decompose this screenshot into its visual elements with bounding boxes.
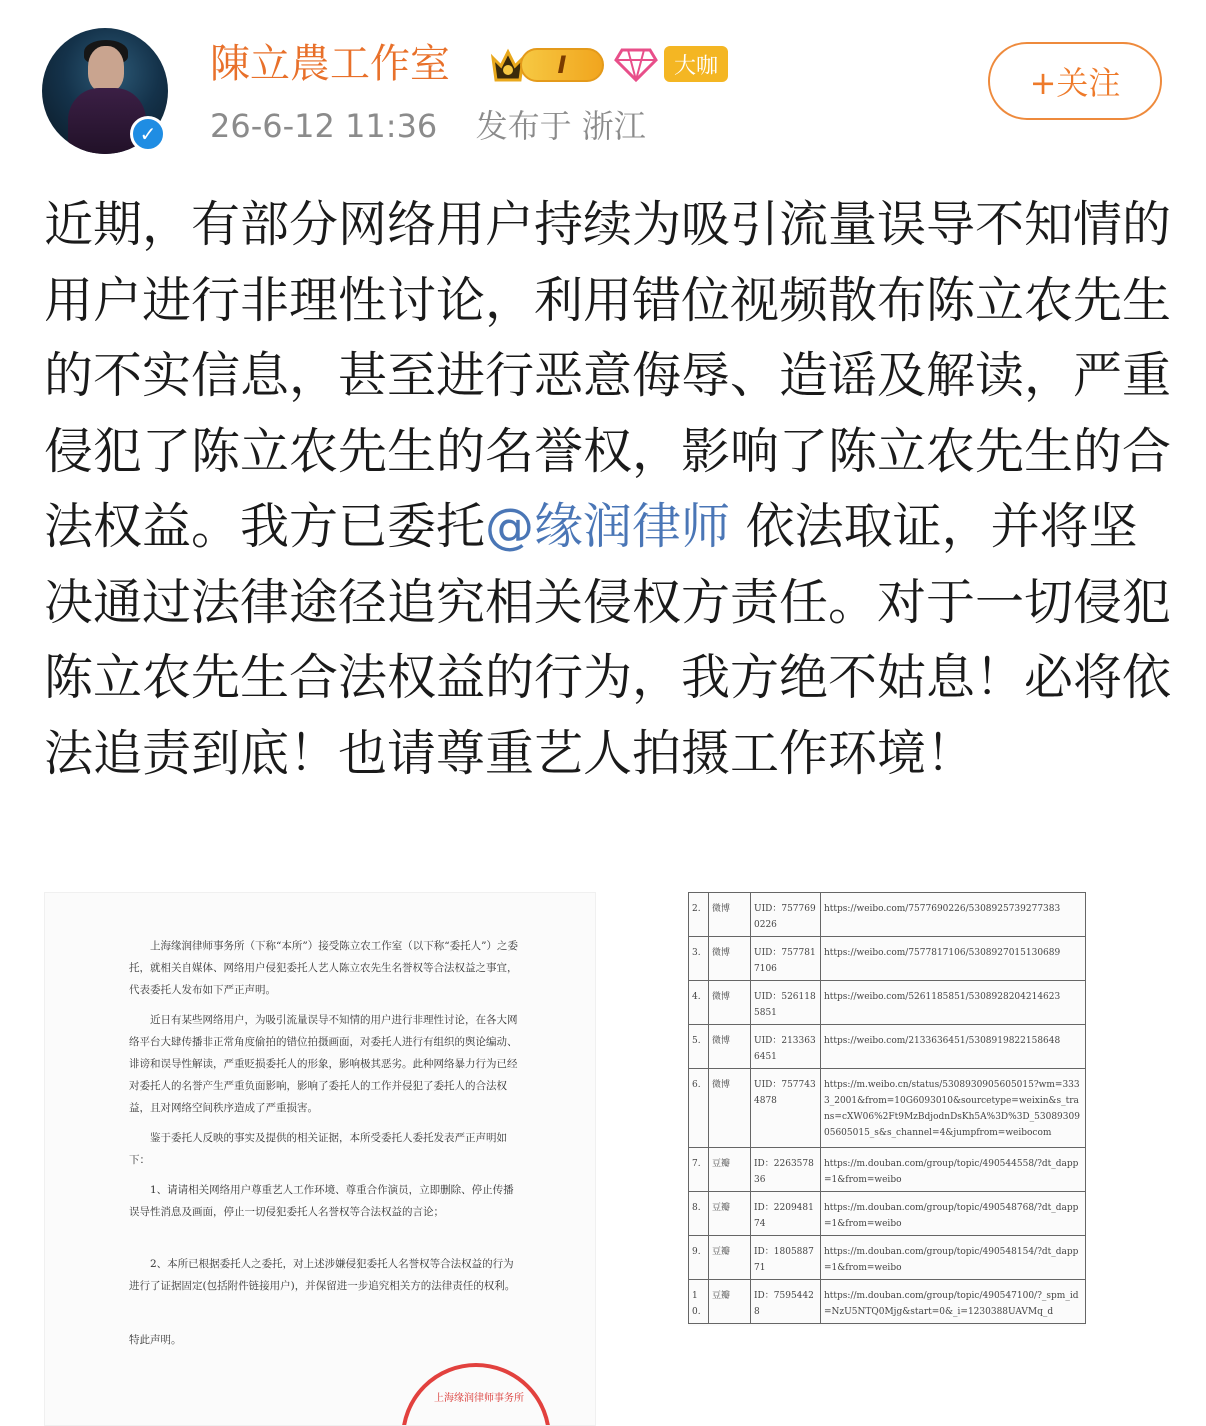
table-cell-uid: UID：2133636451	[751, 1025, 821, 1069]
table-cell-platform: 微博	[709, 1025, 751, 1069]
table-cell-no: 2.	[689, 893, 709, 937]
evidence-table-image[interactable]	[688, 892, 1086, 1326]
verified-icon: ✓	[130, 116, 166, 152]
statement-paragraph: 1、请请相关网络用户尊重艺人工作环境、尊重合作演员，立即删除、停止传播误导性消息及画面，停止一切侵犯委托人名誉权等合法权益的言论；	[129, 1184, 514, 1218]
diamond-icon	[614, 44, 658, 84]
statement-closing: 特此声明。	[129, 1334, 182, 1346]
big-v-badge[interactable]: 大咖	[664, 46, 728, 82]
table-cell-url: https://m.douban.com/group/topic/490547100/?_spm_id=NzU5NTQ0Mjg&start=0&_i=1230388UAVMq_d	[821, 1280, 1086, 1324]
table-row	[689, 893, 1086, 937]
table-cell-url: https://m.weibo.cn/status/5308930905605015?wm=3333_2001&from=10G6093010&sourcetype=weixin&s_trans=cXW06%2Ft9MzBdjodnDsKh5A%3D%3D_5308930905605015_s&s_channel=4&jumpfrom=weibocom	[821, 1069, 1086, 1148]
post-timestamp: 26-6-12 11:36	[210, 107, 438, 145]
table-row	[689, 1280, 1086, 1324]
statement-paragraph: 上海缘润律师事务所（下称“本所”）接受陈立农工作室（以下称“委托人”）之委托，就相关自媒体、网络用户侵犯委托人艺人陈立农先生名誉权等合法权益之事宜，代表委托人发布如下严正声明。	[129, 940, 518, 996]
evidence-table	[688, 892, 1086, 1324]
post-text	[44, 187, 1174, 791]
table-row	[689, 937, 1086, 981]
table-cell-uid: ID：226357836	[751, 1148, 821, 1192]
table-cell-url: https://weibo.com/7577690226/5308925739277383	[821, 893, 1086, 937]
statement-paragraph: 2、本所已根据委托人之委托，对上述涉嫌侵犯委托人名誉权等合法权益的行为进行了证据固定(包括附件链接用户)，并保留进一步追究相关方的法律责任的权利。	[129, 1258, 516, 1292]
table-cell-platform: 豆瓣	[709, 1192, 751, 1236]
table-cell-platform: 微博	[709, 893, 751, 937]
table-cell-platform: 豆瓣	[709, 1280, 751, 1324]
table-cell-platform: 微博	[709, 981, 751, 1025]
table-cell-platform: 豆瓣	[709, 1236, 751, 1280]
account-name[interactable]: 陳立農工作室	[210, 41, 450, 87]
table-cell-platform: 微博	[709, 1069, 751, 1148]
level-badge[interactable]: I	[520, 48, 604, 82]
table-cell-url: https://m.douban.com/group/topic/490548768/?dt_dapp=1&from=weibo	[821, 1192, 1086, 1236]
statement-image[interactable]	[44, 892, 596, 1426]
law-firm-seal	[401, 1363, 551, 1426]
statement-paragraph: 鉴于委托人反映的事实及提供的相关证据，本所受委托人委托发表严正声明如下：	[129, 1132, 507, 1166]
post-text-before: 近期，有部分网络用户持续为吸引流量误导不知情的用户进行非理性讨论，利用错位视频散布陈立农先生的不实信息，甚至进行恶意侮辱、造谣及解读，严重侵犯了陈立农先生的名誉权，影响了陈立农先生的合法权益。我方已委托	[44, 196, 1172, 555]
table-cell-url: https://m.douban.com/group/topic/490544558/?dt_dapp=1&from=weibo	[821, 1148, 1086, 1192]
table-cell-uid: UID：7577434878	[751, 1069, 821, 1148]
table-row	[689, 1148, 1086, 1192]
table-cell-platform: 微博	[709, 937, 751, 981]
table-cell-no: 6.	[689, 1069, 709, 1148]
table-cell-uid: UID：5261185851	[751, 981, 821, 1025]
table-cell-no: 9.	[689, 1236, 709, 1280]
table-cell-no: 8.	[689, 1192, 709, 1236]
post-meta	[210, 104, 646, 148]
table-cell-no: 4.	[689, 981, 709, 1025]
table-cell-url: https://weibo.com/2133636451/5308919822158648	[821, 1025, 1086, 1069]
table-cell-no: 5.	[689, 1025, 709, 1069]
post-text-after: 依法取证，并将坚决通过法律途径追究相关侵权方责任。对于一切侵犯陈立农先生合法权益的行为，我方绝不姑息！必将依法追责到底！也请尊重艺人拍摄工作环境！	[44, 498, 1172, 782]
seal-text: 上海缘润律师事务所	[434, 1393, 524, 1404]
table-cell-uid: ID：75954428	[751, 1280, 821, 1324]
table-row	[689, 1025, 1086, 1069]
table-cell-url: https://weibo.com/7577817106/5308927015130689	[821, 937, 1086, 981]
table-cell-uid: ID：220948174	[751, 1192, 821, 1236]
table-row	[689, 1236, 1086, 1280]
follow-button[interactable]: +关注	[988, 42, 1162, 120]
avatar-face	[88, 46, 124, 92]
table-cell-platform: 豆瓣	[709, 1148, 751, 1192]
table-cell-no: 3.	[689, 937, 709, 981]
table-row	[689, 1069, 1086, 1148]
table-cell-url: https://m.douban.com/group/topic/490548154/?dt_dapp=1&from=weibo	[821, 1236, 1086, 1280]
statement-paragraph: 近日有某些网络用户，为吸引流量误导不知情的用户进行非理性讨论，在各大网络平台大肆传播非正常角度偷拍的错位拍摄画面，对委托人进行有组织的舆论编动、诽谤和误导性解读，严重贬损委托人的形象，影响极其恶劣。此种网络暴力行为已经对委托人的名誉产生严重负面影响，影响了委托人的工作并侵犯了委托人的合法权益，且对网络空间秩序造成了严重损害。	[129, 1014, 518, 1114]
table-cell-uid: UID：7577690226	[751, 893, 821, 937]
table-row	[689, 1192, 1086, 1236]
table-cell-uid: UID：7577817106	[751, 937, 821, 981]
post-location: 发布于 浙江	[475, 107, 646, 145]
table-cell-uid: ID：180588771	[751, 1236, 821, 1280]
table-row	[689, 981, 1086, 1025]
table-cell-no: 10.	[689, 1280, 709, 1324]
table-cell-no: 7.	[689, 1148, 709, 1192]
table-cell-url: https://weibo.com/5261185851/5308928204214623	[821, 981, 1086, 1025]
mention-link[interactable]: @缘润律师	[485, 498, 731, 555]
